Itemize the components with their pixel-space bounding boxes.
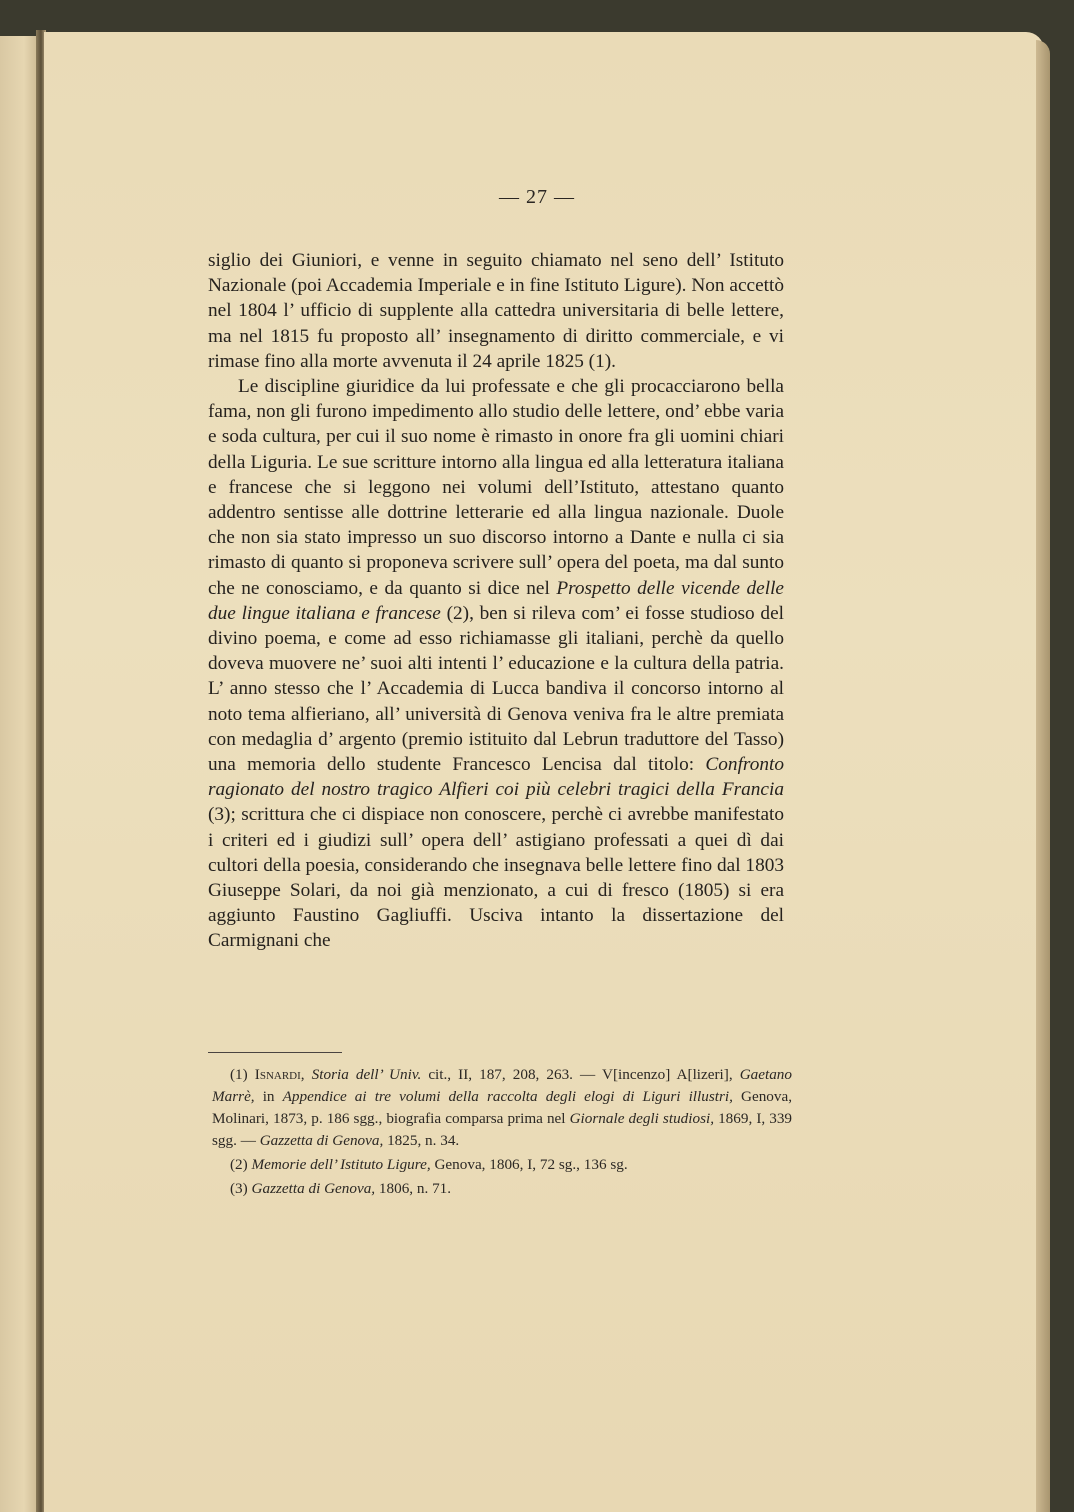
paragraph-2-part-a: Le discipline giuridice da lui professate e che gli procacciarono bella fama, non gli furono impedimento allo studio delle lettere, ond’ ebbe varia e soda cultura, per cui il suo nome è rimasto in onore fra gli uomini chiari della Liguria. Le sue scritture intorno alla lingua ed alla letteratura italiana e francese che si leggono nei volumi dell’Istituto, attestano quanto addentro sentisse alle dottrine letterarie ed alla lingua nazionale. Duole che non sia stato impresso un suo discorso intorno a Dante e nulla ci sia rimasto di quanto si proponeva scrivere sull’ opera del poeta, ma dal sunto che ne conosciamo, e da quanto si dice nel bbox=[208, 376, 784, 599]
body-text bbox=[208, 248, 784, 954]
footnote-3-number: (3) bbox=[230, 1180, 248, 1197]
footnote-1-title-4: Giornale degli studiosi, bbox=[569, 1110, 714, 1127]
footnote-2-text: Genova, 1806, I, 72 sg., 136 sg. bbox=[434, 1156, 628, 1173]
footnotes bbox=[212, 1064, 792, 1202]
footnote-2-number: (2) bbox=[230, 1156, 248, 1173]
footnote-separator bbox=[208, 1052, 342, 1053]
paragraph-2-part-c: (3); scrittura che ci dispiace non conoscere, perchè ci avrebbe manifestato i criteri ed i giudizi sull’ opera dell’ astigiano professati a quei dì dai cultori della poesia, considerando che insegnava belle lettere fino dal 1803 Giuseppe Solari, da noi già menzionato, a cui di fresco (1805) si era aggiunto Faustino Gagliuffi. Usciva intanto la dissertazione del Carmignani che bbox=[208, 804, 784, 952]
left-page-edge bbox=[0, 36, 40, 1512]
italic-title-prospetto: Prospetto delle vicende delle due lingue italiana e francese bbox=[208, 577, 784, 624]
footnote-1-text-4: 1869, I, 339 sgg. — bbox=[212, 1110, 793, 1149]
footnote-1-title-1: Storia dell’ Univ. bbox=[311, 1066, 422, 1083]
footnote-1-text-5: 1825, n. 34. bbox=[387, 1132, 460, 1149]
footnote-3-text: 1806, n. 71. bbox=[378, 1180, 452, 1197]
footnote-1-text-1: cit., II, 187, 208, 263. — V[incenzo] A[lizeri], bbox=[428, 1066, 733, 1083]
footnote-1-author: Isnardi, bbox=[254, 1066, 305, 1083]
footnote-2 bbox=[212, 1154, 792, 1176]
footnote-1-title-5: Gazzetta di Genova, bbox=[259, 1132, 384, 1149]
paragraph-2 bbox=[208, 374, 784, 954]
footnote-1-number: (1) bbox=[230, 1066, 248, 1083]
footnote-1 bbox=[212, 1064, 792, 1152]
footnote-1-title-3: Appendice ai tre volumi della raccolta degli elogi di Liguri illustri, bbox=[282, 1088, 733, 1105]
footnote-1-text-3: Genova, Molinari, 1873, p. 186 sgg., biografia comparsa prima nel bbox=[212, 1088, 793, 1127]
footnote-1-text-2: in bbox=[262, 1088, 275, 1105]
footnote-3-title: Gazzetta di Genova, bbox=[251, 1180, 376, 1197]
italic-title-confronto: Confronto ragionato del nostro tragico Alfieri coi più celebri tragici della Francia bbox=[208, 754, 784, 801]
paragraph-2-part-b: (2), ben si rileva com’ ei fosse studioso del divino poema, e come ad esso richiamasse gli italiani, perchè da quello doveva muovere ne’ suoi alti intenti l’ educazione e la cultura della patria. L’ anno stesso che l’ Accademia di Lucca bandiva il concorso intorno al noto tema alfieriano, all’ università di Genova veniva fra le altre premiata con medaglia d’ argento (premio istituito dal Lebrun traduttore del Tasso) una memoria dello studente Francesco Lencisa dal titolo: bbox=[208, 602, 784, 776]
footnote-3 bbox=[212, 1178, 792, 1200]
footnote-2-title: Memorie dell’ Istituto Ligure, bbox=[251, 1156, 431, 1173]
page-fore-edge bbox=[1036, 40, 1050, 1512]
footnote-1-title-2: Gaetano Marrè, bbox=[212, 1066, 792, 1105]
page-number: — 27 — bbox=[499, 186, 575, 208]
paragraph-1: siglio dei Giuniori, e venne in seguito chiamato nel seno dell’ Istituto Nazionale (poi Accademia Imperiale e in fine Istituto Ligure). Non accettò nel 1804 l’ ufficio di supplente alla cattedra universitaria di belle lettere, ma nel 1815 fu proposto all’ insegnamento di diritto commerciale, e vi rimase fino alla morte avvenuta il 24 aprile 1825 (1). bbox=[208, 250, 784, 372]
